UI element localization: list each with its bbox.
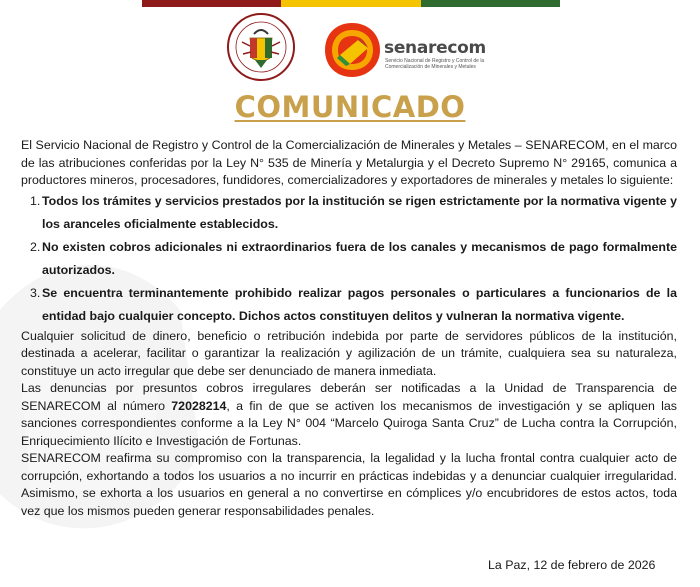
list-item-text: No existen cobros adicionales ni extraordinarios fuera de los canales y mecanismos de pago formalmente autorizados. bbox=[42, 239, 677, 277]
flag-stripe bbox=[142, 0, 560, 7]
list-item-text: Todos los trámites y servicios prestados por la institución se rigen estrictamente por la normativa vigente y los aranceles oficialmente establecidos. bbox=[42, 193, 677, 231]
list-item-text: Se encuentra terminantemente prohibido realizar pagos personales o particulares a funcionarios de la entidad bajo cualquier concepto. Dichos actos constituyen delitos y vulneran la normativa vigente. bbox=[42, 285, 677, 323]
presidency-seal-icon bbox=[226, 12, 296, 82]
list-number: 3. bbox=[30, 285, 41, 300]
list-item bbox=[21, 236, 677, 282]
list-item bbox=[21, 190, 677, 236]
header-logos bbox=[0, 12, 700, 88]
list-number: 2. bbox=[30, 239, 41, 254]
paragraph-commitment: SENARECOM reafirma su compromiso con la transparencia, la legalidad y la lucha frontal contra cualquier acto de corrupción, exhortando a todos los usuarios a no incurrir en prácticas indebidas y a denunciar cualquier irregularidad. Asimismo, se exhorta a los usuarios en general a no convertirse en cómplices y/o encubridores de estos actos, toda vez que los mismos pueden generar responsabilidades penales. bbox=[21, 451, 677, 518]
senarecom-subtitle: Servicio Nacional de Registro y Control de la Comercialización de Minerales y Metales bbox=[385, 58, 485, 70]
list-number: 1. bbox=[30, 193, 41, 208]
list-item bbox=[21, 282, 677, 328]
paragraph-solicitations: Cualquier solicitud de dinero, beneficio o retribución indebida por parte de servidores públicos de la institución, destinada a acelerar, facilitar o garantizar la realización y agilización de un trámite, cualquiera sea su naturaleza, constituye un acto irregular que debe ser denunciado de manera inmediata. bbox=[21, 328, 677, 378]
issue-date: La Paz, 12 de febrero de 2026 bbox=[488, 558, 656, 572]
complaints-text-start: Las denuncias por presuntos cobros irregulares deberán ser notificadas a la Unidad de Transparencia de SENARECOM al número bbox=[21, 381, 677, 413]
communique-body bbox=[21, 137, 677, 520]
complaints-text-end: , a fin de que se activen los mecanismos de investigación y se apliquen las sanciones correspondientes conforme a la Ley N° 004 “Marcelo Quiroga Santa Cruz” de Lucha contra la Corrupción, Enriquecimiento Ilícito e Investigación de Fortunas. bbox=[21, 398, 677, 448]
page-title: COMUNICADO bbox=[234, 90, 466, 124]
flag-yellow bbox=[281, 0, 420, 7]
paragraph-complaints bbox=[21, 380, 677, 450]
flag-red bbox=[142, 0, 281, 7]
phone-number: 72028214 bbox=[171, 398, 227, 413]
senarecom-wordmark: senarecom bbox=[384, 38, 486, 58]
intro-paragraph: El Servicio Nacional de Registro y Control de la Comercialización de Minerales y Metales – SENARECOM, en el marco de las atribuciones conferidas por la Ley N° 535 de Minería y Metalurgia y el Decreto Supremo N° 29165, comunica a productores mineros, procesadores, fundidores, comercializadores y exportadores de minerales y metales lo siguiente: bbox=[21, 138, 677, 187]
flag-green bbox=[421, 0, 560, 7]
senarecom-logo-icon bbox=[322, 20, 382, 80]
numbered-list bbox=[21, 190, 677, 328]
